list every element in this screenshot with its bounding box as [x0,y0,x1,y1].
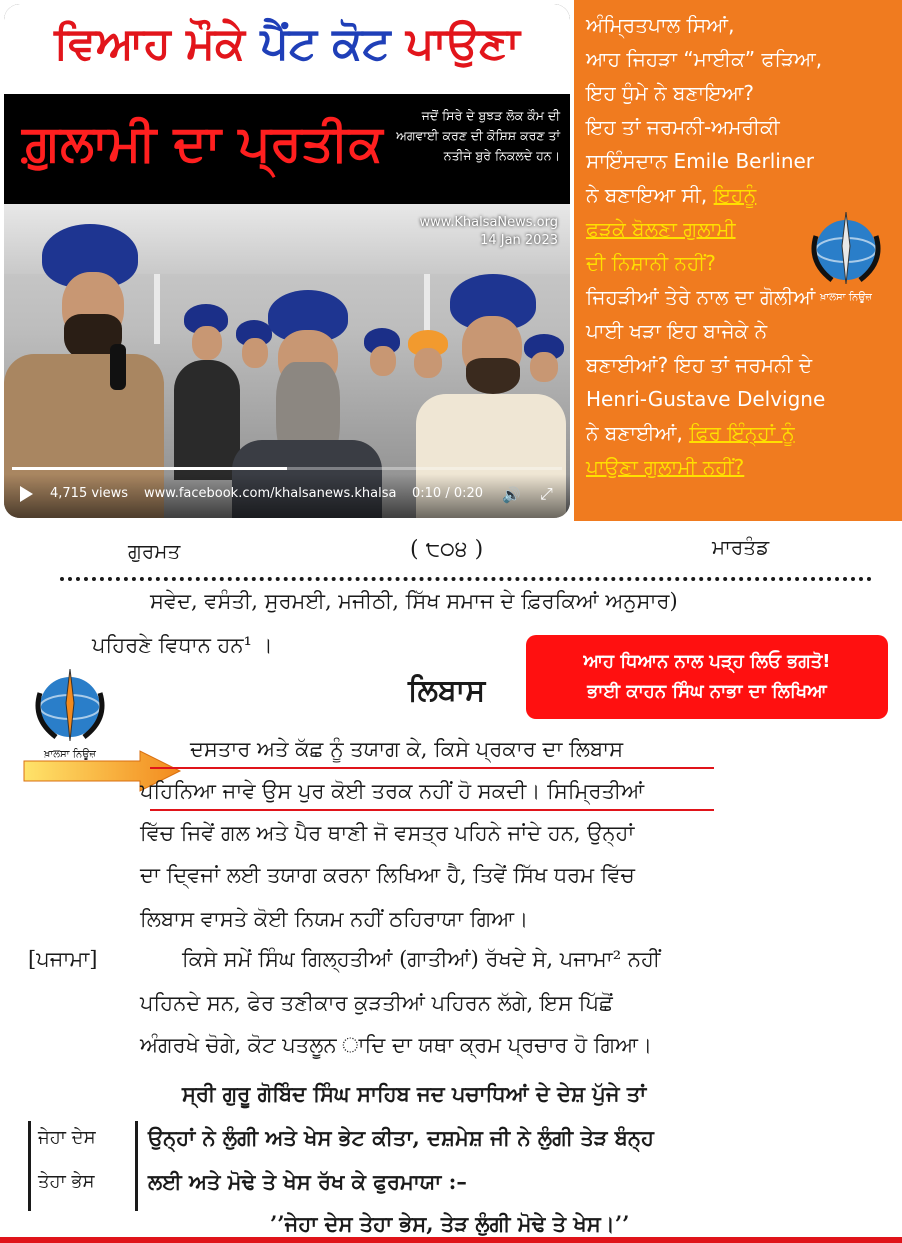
svg-text:ਖ਼ਾਲਸਾ ਨਿਊਜ਼: ਖ਼ਾਲਸਾ ਨਿਊਜ਼ [820,292,872,303]
bottom-border [0,1237,902,1243]
text-line: ਅੰਗਰਖੇ ਚੋਗੇ, ਕੋਟ ਪਤਲੂਨ ਾਦਿ ਦਾ ਯਥਾ ਕ੍ਰਮ ਪ੍ਰਚਾਰ ਹੋ ਗਿਆ। [140,1033,653,1057]
page-number: ( ੮੦੪ ) [410,537,484,562]
khalsa-news-logo-icon [798,206,894,306]
text-line: ਉਨ੍ਹਾਂ ਨੇ ਲੁੰਗੀ ਅਤੇ ਖੇਸ ਭੇਟ ਕੀਤਾ, ਦਸ਼ਮੇਸ਼ ਜੀ ਨੇ ਲੁੰਗੀ ਤੇੜ ਬੰਨ੍ਹ [148,1125,654,1150]
video-progress-track[interactable] [287,467,562,470]
orange-panel [574,0,902,521]
video-progress-bar[interactable] [12,467,287,470]
text-line: ਸ੍ਰੀ ਗੁਰੂ ਗੋਬਿੰਦ ਸਿੰਘ ਸਾਹਿਬ ਜਦ ਪਚਾਧਿਆਂ ਦੇ ਦੇਸ਼ ਪੁੱਜੇ ਤਾਂ [182,1081,647,1106]
orange-panel-text: ਅੰਮ੍ਰਿਤਪਾਲ ਸਿਆਂ, ਆਹ ਜਿਹੜਾ “ਮਾਈਕ” ਫੜਿਆ, ਇਹ ਧੁੰਮੇ ਨੇ ਬਣਾਇਆ? ਇਹ ਤਾਂ ਜਰਮਨੀ-ਅਮਰੀਕੀ ਸਾਇੰਸਦਾਨ Emile Berliner ਨੇ ਬਣਾਇਆ ਸੀ, ਇਹਨੂੰ ਫੜਕੇ ਬੋਲਣਾ ਗੁਲਾਮੀ ਦੀ ਨਿਸ਼ਾਨੀ ਨਹੀਂ? ਜਿਹੜੀਆਂ ਤੇਰੇ ਨਾਲ ਦਾ ਗੋਲੀਆਂ ਪਾਈ ਖੜਾ ਇਹ ਬਾਜੇਕੇ ਨੇ ਬਣਾਈਆਂ? ਇਹ ਤਾਂ ਜਰਮਨੀ ਦੇ Henri-Gustave Delvigne ਨੇ ਬਣਾਈਆਂ, ਫਿਰ ਇੰਨ੍ਹਾਂ ਨੂੰ ਪਾਉਣਾ ਗੁਲਾਮੀ ਨਹੀਂ? [586,13,826,479]
text-line: ਦਾ ਦ੍ਵਿਜਾਂ ਲਈ ਤਯਾਗ ਕਰਨਾ ਲਿਖਿਆ ਹੈ, ਤਿਵੇਂ ਸਿੱਖ ਧਰਮ ਵਿੱਚ [140,863,635,887]
dotted-divider [60,577,872,583]
video-controls [4,474,570,518]
video-time: 0:10 / 0:20 [412,486,484,501]
subcaption: ਜਦੋਂ ਸਿਰੇ ਦੇ ਬੁਝੜ ਲੋਕ ਕੌਮ ਦੀ ਅਗਵਾਈ ਕਰਣ ਦੀ ਕੋਸ਼ਿਸ਼ ਕਰਣ ਤਾਂ ਨਤੀਜੇ ਬੁਰੇ ਨਿਕਲਦੇ ਹਨ। [396,108,560,163]
text-line: ਵਿੱਚ ਜਿਵੇਂ ਗਲ ਅਤੇ ਪੈਰ ਥਾਣੀ ਜੋ ਵਸਤ੍ਰ ਪਹਿਨੇ ਜਾਂਦੇ ਹਨ, ਉਨ੍ਹਾਂ [140,821,635,845]
text-line: ਪਹਿਨਿਆ ਜਾਵੇ ਉਸ ਪੁਰ ਕੋਈ ਤਰਕ ਨਹੀਂ ਹੋ ਸਕਦੀ। ਸਿਮ੍ਰਿਤੀਆਂ [140,779,645,803]
volume-icon[interactable]: 🔊 [502,486,521,504]
subhead-bar [4,94,570,204]
headline: ਵਿਆਹ ਮੌਕੇ ਪੈਂਟ ਕੋਟ ਪਾਉਣਾ [54,18,520,69]
quote-line: ’’ਜੇਹਾ ਦੇਸ ਤੇਹਾ ਭੇਸ, ਤੇੜ ਲੁੰਗੀ ਮੋਢੇ ਤੇ ਖੇਸ।’’ [270,1211,630,1236]
text-line: ਲਿਬਾਸ ਵਾਸਤੇ ਕੋਈ ਨਿਯਮ ਨਹੀਂ ਠਹਿਰਾਯਾ ਗਿਆ। [140,907,529,931]
margin-label: ਜੇਹਾ ਦੇਸ [38,1127,96,1148]
watermark: www.KhalsaNews.org 14 Jan 2023 [419,215,558,248]
view-count: 4,715 views [50,486,129,501]
fullscreen-icon[interactable]: ⤢ [540,484,553,503]
page-header-right: ਮਾਰਤੰਡ [712,535,770,559]
scanned-page [0,521,902,1243]
page-header-left: ਗੁਰਮਤ [128,539,181,563]
text-line: ਲਈ ਅਤੇ ਮੋਢੇ ਤੇ ਖੇਸ ਰੱਖ ਕੇ ਫੁਰਮਾਯਾ :– [148,1169,467,1194]
red-underline [150,767,714,769]
subhead: ਗ਼ੁਲਾਮੀ ਦਾ ਪ੍ਰਤੀਕ [22,114,383,172]
headline-bar [4,4,570,94]
text-line: ਦਸਤਾਰ ਅਤੇ ਕੱਛ ਨੂੰ ਤਯਾਗ ਕੇ, ਕਿਸੇ ਪ੍ਰਕਾਰ ਦਾ ਲਿਬਾਸ [190,737,624,761]
play-icon[interactable] [20,486,33,502]
facebook-link[interactable]: www.facebook.com/khalsanews.khalsa [144,486,397,501]
text-line: ਪਹਿਰਣੇ ਵਿਧਾਨ ਹਨ¹ । [92,633,273,657]
margin-label: [ਪਜਾਮਾ] [28,947,98,971]
margin-label: ਤੇਹਾ ਭੇਸ [38,1171,95,1192]
svg-text:ਖ਼ਾਲਸਾ ਨਿਊਜ਼: ਖ਼ਾਲਸਾ ਨਿਊਜ਼ [44,749,96,760]
red-callout: ਆਹ ਧਿਆਨ ਨਾਲ ਪੜ੍ਹ ਲਿਓ ਭਗਤੋ! ਭਾਈ ਕਾਹਨ ਸਿੰਘ ਨਾਭਾ ਦਾ ਲਿਖਿਆ [526,635,888,719]
microphone-icon [110,344,126,390]
text-line: ਪਹਿਨਦੇ ਸਨ, ਫੇਰ ਤਣੀਕਾਰ ਕੁੜਤੀਆਂ ਪਹਿਰਨ ਲੱਗੇ, ਇਸ ਪਿੱਛੋਂ [140,991,613,1015]
video-card [4,4,570,518]
text-line: ਸਵੇਦ, ਵਸੰਤੀ, ਸੁਰਮਈ, ਮਜੀਠੀ, ਸਿੱਖ ਸਮਾਜ ਦੇ ਫ਼ਿਰਕਿਆਂ ਅਨੁਸਾਰ) [150,589,678,613]
video-frame[interactable] [4,204,570,518]
text-line: ਕਿਸੇ ਸਮੇਂ ਸਿੰਘ ਗਿਲ੍ਹਤੀਆਂ (ਗਾਤੀਆਂ) ਰੱਖਦੇ ਸੇ, ਪਜਾਮਾ² ਨਹੀਂ [182,947,661,971]
red-underline [150,809,714,811]
khalsa-news-logo-icon [22,663,118,763]
section-title: ਲਿਬਾਸ [408,673,486,708]
